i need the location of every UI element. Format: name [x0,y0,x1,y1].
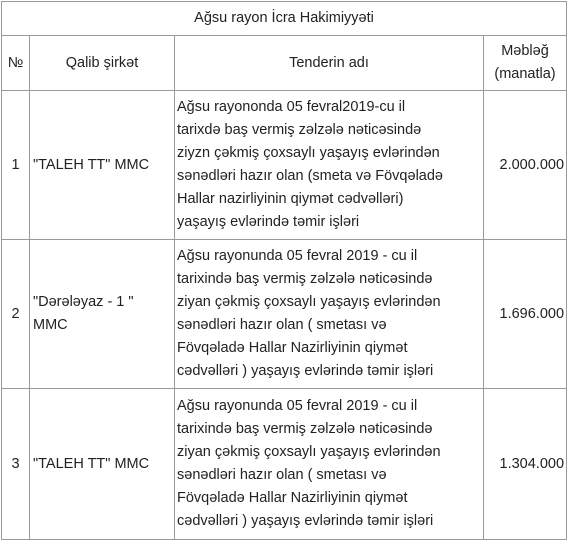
company-name: "TALEH TT" MMC [30,389,175,540]
table-title: Ağsu rayon İcra Hakimiyyəti [2,2,567,36]
tender-line: Fövqəladə Hallar Nazirliyinin qiymət [177,340,408,356]
header-amount [484,36,567,91]
header-tender: Tenderin adı [175,36,484,91]
amount-value: 1.304.000 [484,389,567,540]
tender-line: tarixində baş vermiş zəlzələ nəticəsində [177,271,433,287]
tender-line: tarixdə baş vermiş zəlzələ nəticəsində [177,122,422,138]
tender-line: Ağsu rayonunda 05 fevral 2019 - cu il [177,398,418,414]
tender-name [175,389,484,540]
company-line: "Dərələyaz - 1 " [33,294,134,310]
row-number: 3 [2,389,30,540]
tender-line: ziyan çəkmiş çoxsaylı yaşayış evlərindən [177,444,441,460]
tender-line: sənədləri hazır olan (smeta və Fövqəladə [177,168,443,184]
amount-value: 2.000.000 [484,91,567,240]
title-row [2,2,567,36]
company-name: "TALEH TT" MMC [30,91,175,240]
header-amount-line1: Məbləğ [501,43,549,59]
tender-line: Hallar nazirliyinin qiymət cədvəlləri) [177,191,404,207]
header-no: № [2,36,30,91]
tender-line: sənədləri hazır olan ( smetası və [177,467,387,483]
tender-line: sənədləri hazır olan ( smetası və [177,317,387,333]
tender-line: cədvəlləri ) yaşayış evlərində təmir işləri [177,513,434,529]
tender-line: Ağsu rayononda 05 fevral2019-cu il [177,99,406,115]
table-row [2,389,567,540]
tender-line: ziyan çəkmiş çoxsaylı yaşayış evlərindən [177,294,441,310]
header-row [2,36,567,91]
tender-line: Ağsu rayonunda 05 fevral 2019 - cu il [177,248,418,264]
company-line: MMC [33,317,68,333]
header-company: Qalib şirkət [30,36,175,91]
tender-table [1,1,567,540]
row-number: 2 [2,240,30,389]
tender-line: tarixində baş vermiş zəlzələ nəticəsində [177,421,433,437]
tender-name [175,91,484,240]
header-amount-line2: (manatla) [494,66,556,82]
amount-value: 1.696.000 [484,240,567,389]
tender-line: Fövqəladə Hallar Nazirliyinin qiymət [177,490,408,506]
tender-line: cədvəlləri ) yaşayış evlərində təmir işləri [177,363,434,379]
tender-line: yaşayış evlərində təmir işləri [177,214,360,230]
tender-name [175,240,484,389]
company-name [30,240,175,389]
row-number: 1 [2,91,30,240]
table-row [2,91,567,240]
table-row [2,240,567,389]
tender-line: ziyzn çəkmiş çoxsaylı yaşayış evlərindən [177,145,440,161]
